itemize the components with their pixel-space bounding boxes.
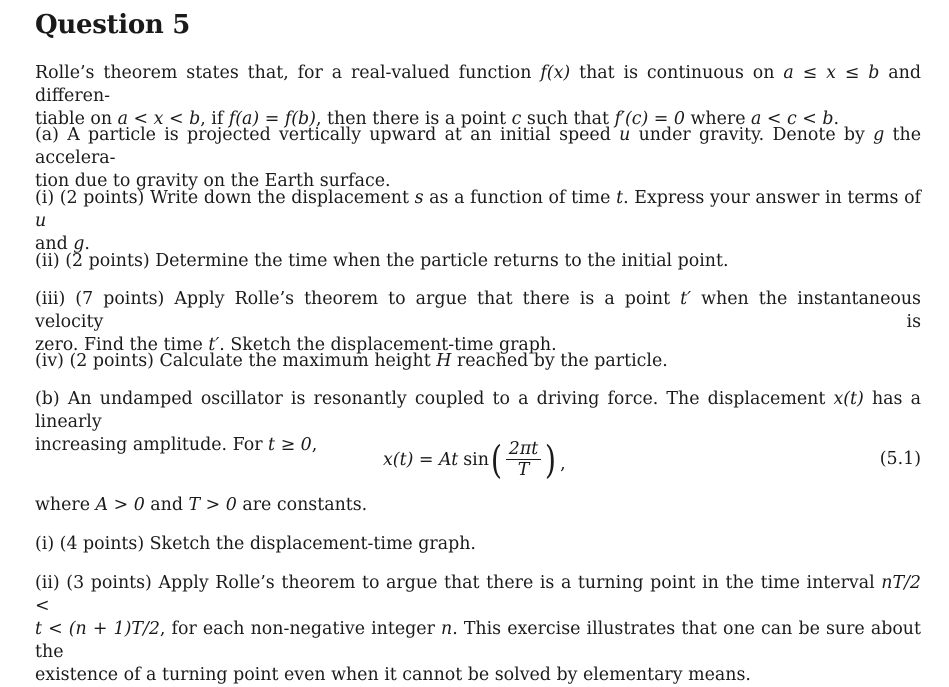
question-title: Question 5 xyxy=(35,10,191,40)
part-a-line-1: (a) A particle is projected vertically upward at an initial speed u under gravity. Denote by g the accelera- xyxy=(35,125,922,168)
part-b-line-2: increasing amplitude. For t ≥ 0, xyxy=(35,435,318,455)
part-a-i-line-2: and g. xyxy=(35,234,90,254)
part-b-where: where A > 0 and T > 0 are constants. xyxy=(35,495,368,515)
part-a-iii-line-2: zero. Find the time t′. Sketch the displacement-time graph. xyxy=(35,335,557,355)
equation-left-paren: ( xyxy=(490,437,502,482)
part-b-ii-line-2: t < (n + 1)T/2, for each non-negative integer n. This exercise illustrates that one can be sure about the xyxy=(35,619,921,662)
part-a-ii: (ii) (2 points) Determine the time when the particle returns to the initial point. xyxy=(35,251,729,271)
part-b-ii xyxy=(35,572,921,687)
equation-lhs: x(t) = At xyxy=(383,449,459,470)
equation-denominator: T xyxy=(517,460,530,480)
intro-paragraph xyxy=(35,62,921,131)
part-a-iv: (iv) (2 points) Calculate the maximum height H reached by the particle. xyxy=(35,351,668,371)
equation-right-paren: ) xyxy=(545,437,557,482)
part-b-line-1: (b) An undamped oscillator is resonantly coupled to a driving force. The displacement x(t) has a linearly xyxy=(35,389,921,432)
part-a-i-line-1: (i) (2 points) Write down the displacement s as a function of time t. Express your answer in terms of u xyxy=(35,188,921,231)
part-b-ii-line-3: existence of a turning point even when it cannot be solved by elementary means. xyxy=(35,665,751,685)
equation-fraction xyxy=(506,439,541,480)
intro-line-1: Rolle’s theorem states that, for a real-valued function f(x) that is continuous on a ≤ x ≤ b and differen- xyxy=(35,63,921,106)
equation-number: (5.1) xyxy=(879,449,921,469)
part-b-ii-line-1: (ii) (3 points) Apply Rolle’s theorem to argue that there is a turning point in the time interval nT/2 < xyxy=(35,573,921,616)
equation-sin: sin xyxy=(463,449,489,470)
part-b-i: (i) (4 points) Sketch the displacement-time graph. xyxy=(35,534,476,554)
part-a-i xyxy=(35,187,921,256)
part-a-line-2: tion due to gravity on the Earth surface. xyxy=(35,171,391,191)
part-a-paragraph xyxy=(35,124,921,193)
part-a-iii-line-1: (iii) (7 points) Apply Rolle’s theorem to argue that there is a point t′ when the instantaneous velocity is xyxy=(35,289,921,332)
part-a-iii xyxy=(35,288,921,357)
equation-numerator: 2πt xyxy=(506,439,541,460)
equation-5-1 xyxy=(35,432,921,490)
intro-line-2: tiable on a < x < b, if f(a) = f(b), then there is a point c such that f′(c) = 0 where a < c < b. xyxy=(35,109,840,129)
equation-comma: , xyxy=(560,453,566,474)
